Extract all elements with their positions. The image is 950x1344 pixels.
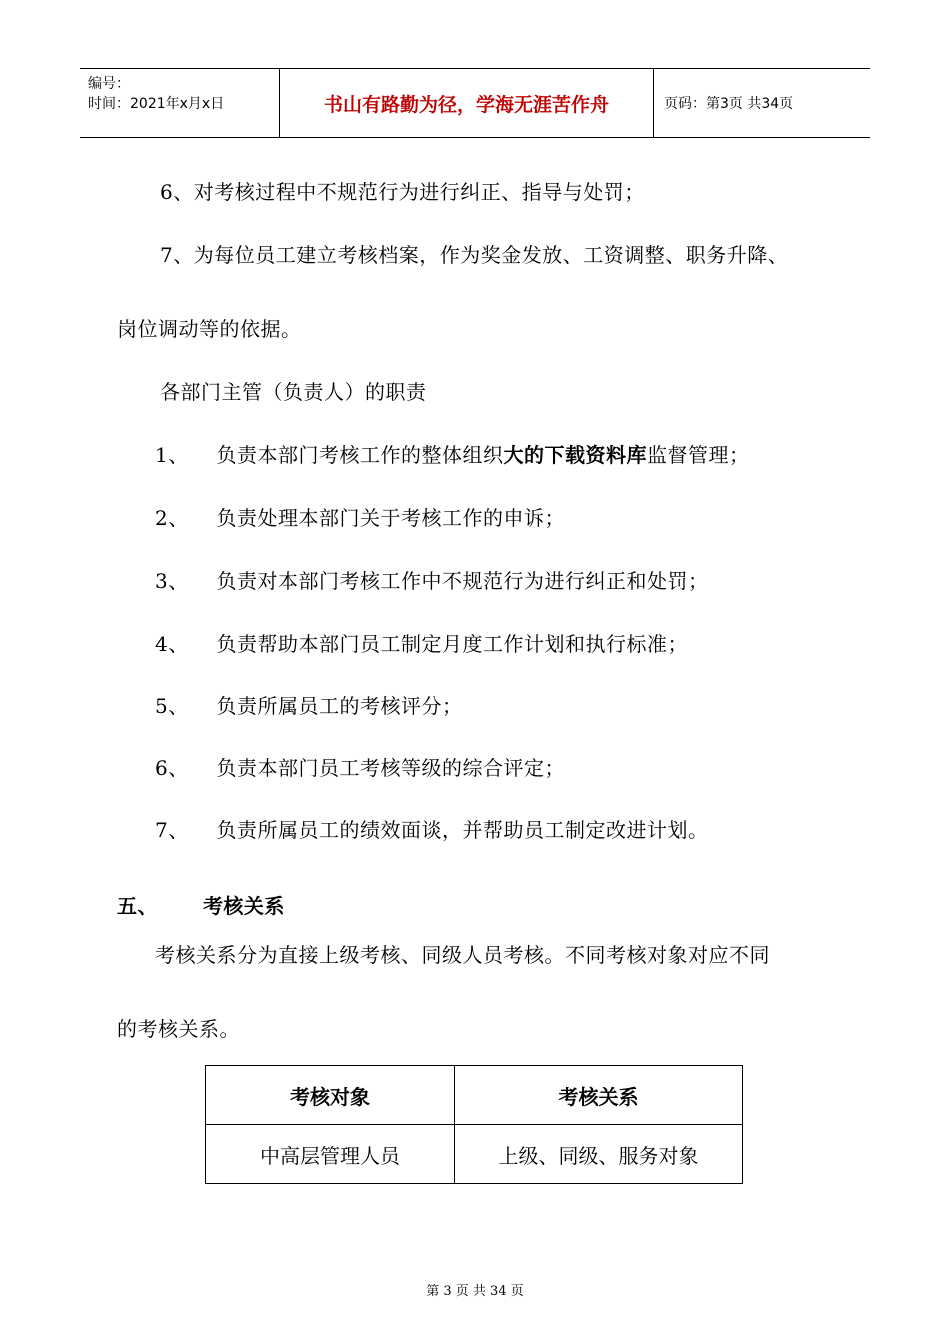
item-text: 负责本部门考核工作的整体组织	[216, 443, 504, 467]
page-header	[80, 68, 870, 138]
header-meta	[80, 69, 280, 137]
item-number: 2、	[155, 506, 189, 530]
section-para-line1: 考核关系分为直接上级考核、同级人员考核。不同考核对象对应不同	[155, 943, 770, 967]
header-page-info: 页码：第3页 共34页	[664, 96, 794, 112]
page-footer: 第 3 页 共 34 页	[426, 1284, 524, 1299]
table-header-object: 考核对象	[206, 1066, 455, 1125]
item-6: 6、对考核过程中不规范行为进行纠正、指导与处罚；	[160, 180, 645, 204]
item-number: 4、	[155, 632, 189, 656]
table-cell-relation: 上级、同级、服务对象	[455, 1125, 743, 1184]
dept-item-1	[155, 443, 749, 467]
item-7-line1: 7、为每位员工建立考核档案，作为奖金发放、工资调整、职务升降、	[160, 243, 789, 267]
item-7-line2: 岗位调动等的依据。	[117, 317, 302, 341]
dept-item-4	[155, 632, 688, 656]
item-number: 7、	[155, 818, 189, 842]
table-header-relation: 考核关系	[455, 1066, 743, 1125]
item-number: 5、	[155, 694, 189, 718]
section-number: 五、	[117, 894, 158, 918]
section-title: 考核关系	[202, 894, 285, 918]
relation-table	[205, 1065, 743, 1184]
number-label: 编号：	[88, 76, 130, 92]
time-label: 时间：2021年x月x日	[88, 96, 225, 112]
dept-heading: 各部门主管（负责人）的职责	[160, 380, 427, 404]
item-number: 1、	[155, 443, 189, 467]
item-text: 负责所属员工的考核评分；	[216, 694, 463, 718]
item-bold-text: 大的下载资料库	[503, 443, 647, 467]
item-number: 3、	[155, 569, 189, 593]
table-header-row	[206, 1066, 743, 1125]
item-text-end: 监督管理；	[646, 443, 750, 467]
table-row	[206, 1125, 743, 1184]
dept-item-6	[155, 756, 565, 780]
dept-item-3	[155, 569, 708, 593]
section-para-line2: 的考核关系。	[117, 1017, 240, 1041]
item-text: 负责对本部门考核工作中不规范行为进行纠正和处罚；	[216, 569, 709, 593]
table-cell-object: 中高层管理人员	[206, 1125, 455, 1184]
dept-item-5	[155, 694, 462, 718]
section-heading	[117, 894, 285, 918]
header-slogan: 书山有路勤为径，学海无涯苦作舟	[280, 69, 654, 137]
item-text: 负责帮助本部门员工制定月度工作计划和执行标准；	[216, 632, 688, 656]
dept-item-7	[155, 818, 708, 842]
item-text: 负责本部门员工考核等级的综合评定；	[216, 756, 565, 780]
dept-item-2	[155, 506, 565, 530]
item-text: 负责所属员工的绩效面谈，并帮助员工制定改进计划。	[216, 818, 709, 842]
item-text: 负责处理本部门关于考核工作的申诉；	[216, 506, 565, 530]
item-number: 6、	[155, 756, 189, 780]
